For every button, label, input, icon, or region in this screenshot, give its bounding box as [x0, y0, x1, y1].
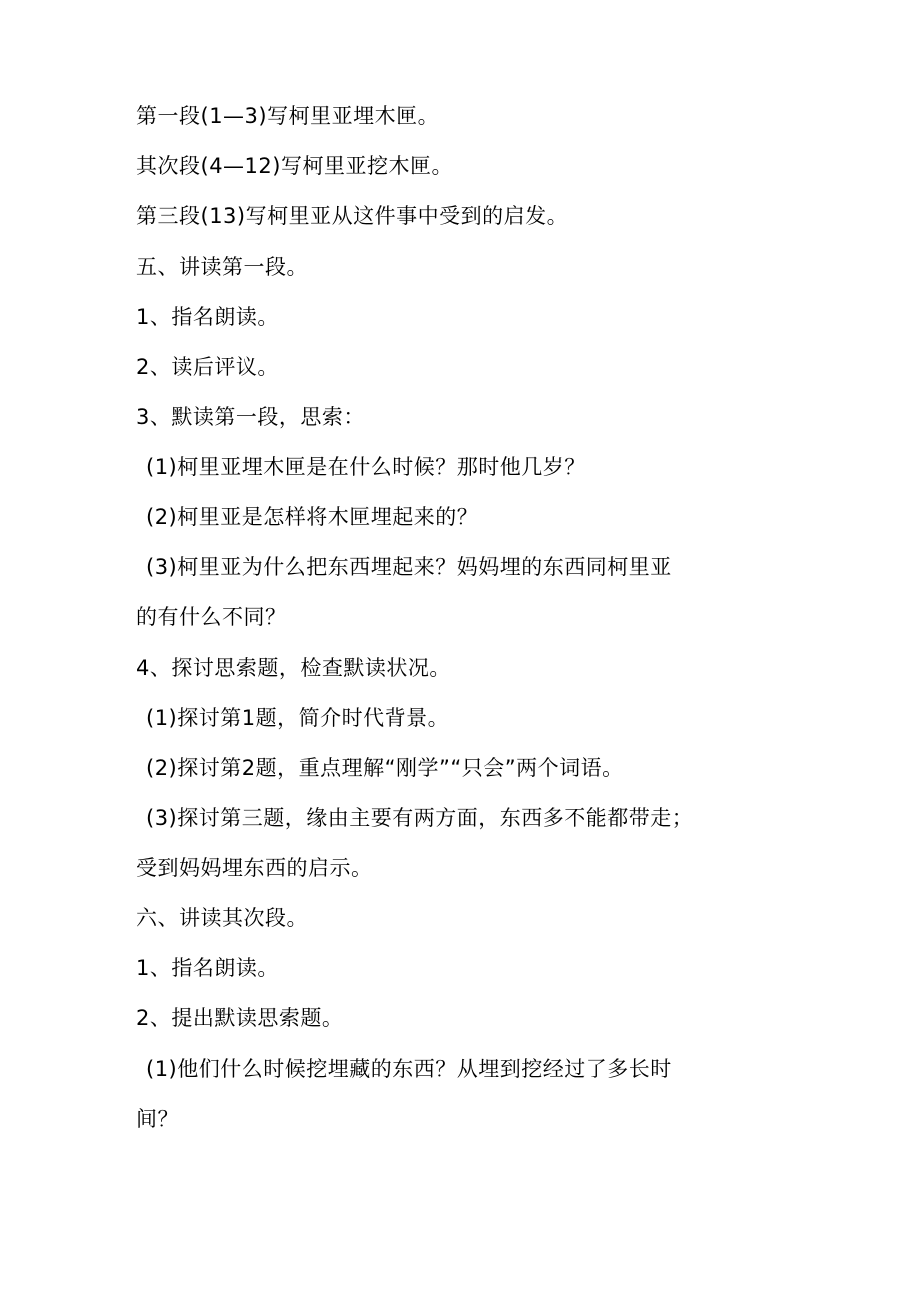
- section-heading: 五、讲读第一段。: [136, 255, 308, 279]
- text-line: 其次段(4—12)写柯里亚挖木匣。: [136, 154, 453, 178]
- question-line: (2)探讨第2题，重点理解“刚学”“只会”两个词语。: [146, 756, 624, 780]
- text-line: 4、探讨思索题，检查默读状况。: [136, 656, 451, 680]
- text-line: 3、默读第一段，思索：: [136, 405, 365, 429]
- question-line: (2)柯里亚是怎样将木匣埋起来的？: [146, 505, 479, 529]
- question-line: (1)探讨第1题，简介时代背景。: [146, 706, 450, 730]
- text-line: 1、指名朗读。: [136, 956, 279, 980]
- text-line: 第一段(1—3)写柯里亚埋木匣。: [136, 104, 440, 128]
- question-line: (3)柯里亚为什么把东西埋起来？妈妈埋的东西同柯里亚: [146, 555, 672, 579]
- question-line: (1)柯里亚埋木匣是在什么时候？那时他几岁？: [146, 455, 586, 479]
- text-line: 的有什么不同？: [136, 605, 287, 629]
- question-line: (3)探讨第三题，缘由主要有两方面，东西多不能都带走；: [146, 806, 694, 830]
- question-line: (1)他们什么时候挖埋藏的东西？从埋到挖经过了多长时: [146, 1057, 672, 1081]
- text-line: 间？: [136, 1107, 179, 1131]
- text-line: 2、读后评议。: [136, 355, 279, 379]
- text-line: 受到妈妈埋东西的启示。: [136, 856, 373, 880]
- section-heading: 六、讲读其次段。: [136, 906, 308, 930]
- text-line: 2、提出默读思索题。: [136, 1006, 344, 1030]
- text-line: 1、指名朗读。: [136, 305, 279, 329]
- text-line: 第三段(13)写柯里亚从这件事中受到的启发。: [136, 204, 569, 228]
